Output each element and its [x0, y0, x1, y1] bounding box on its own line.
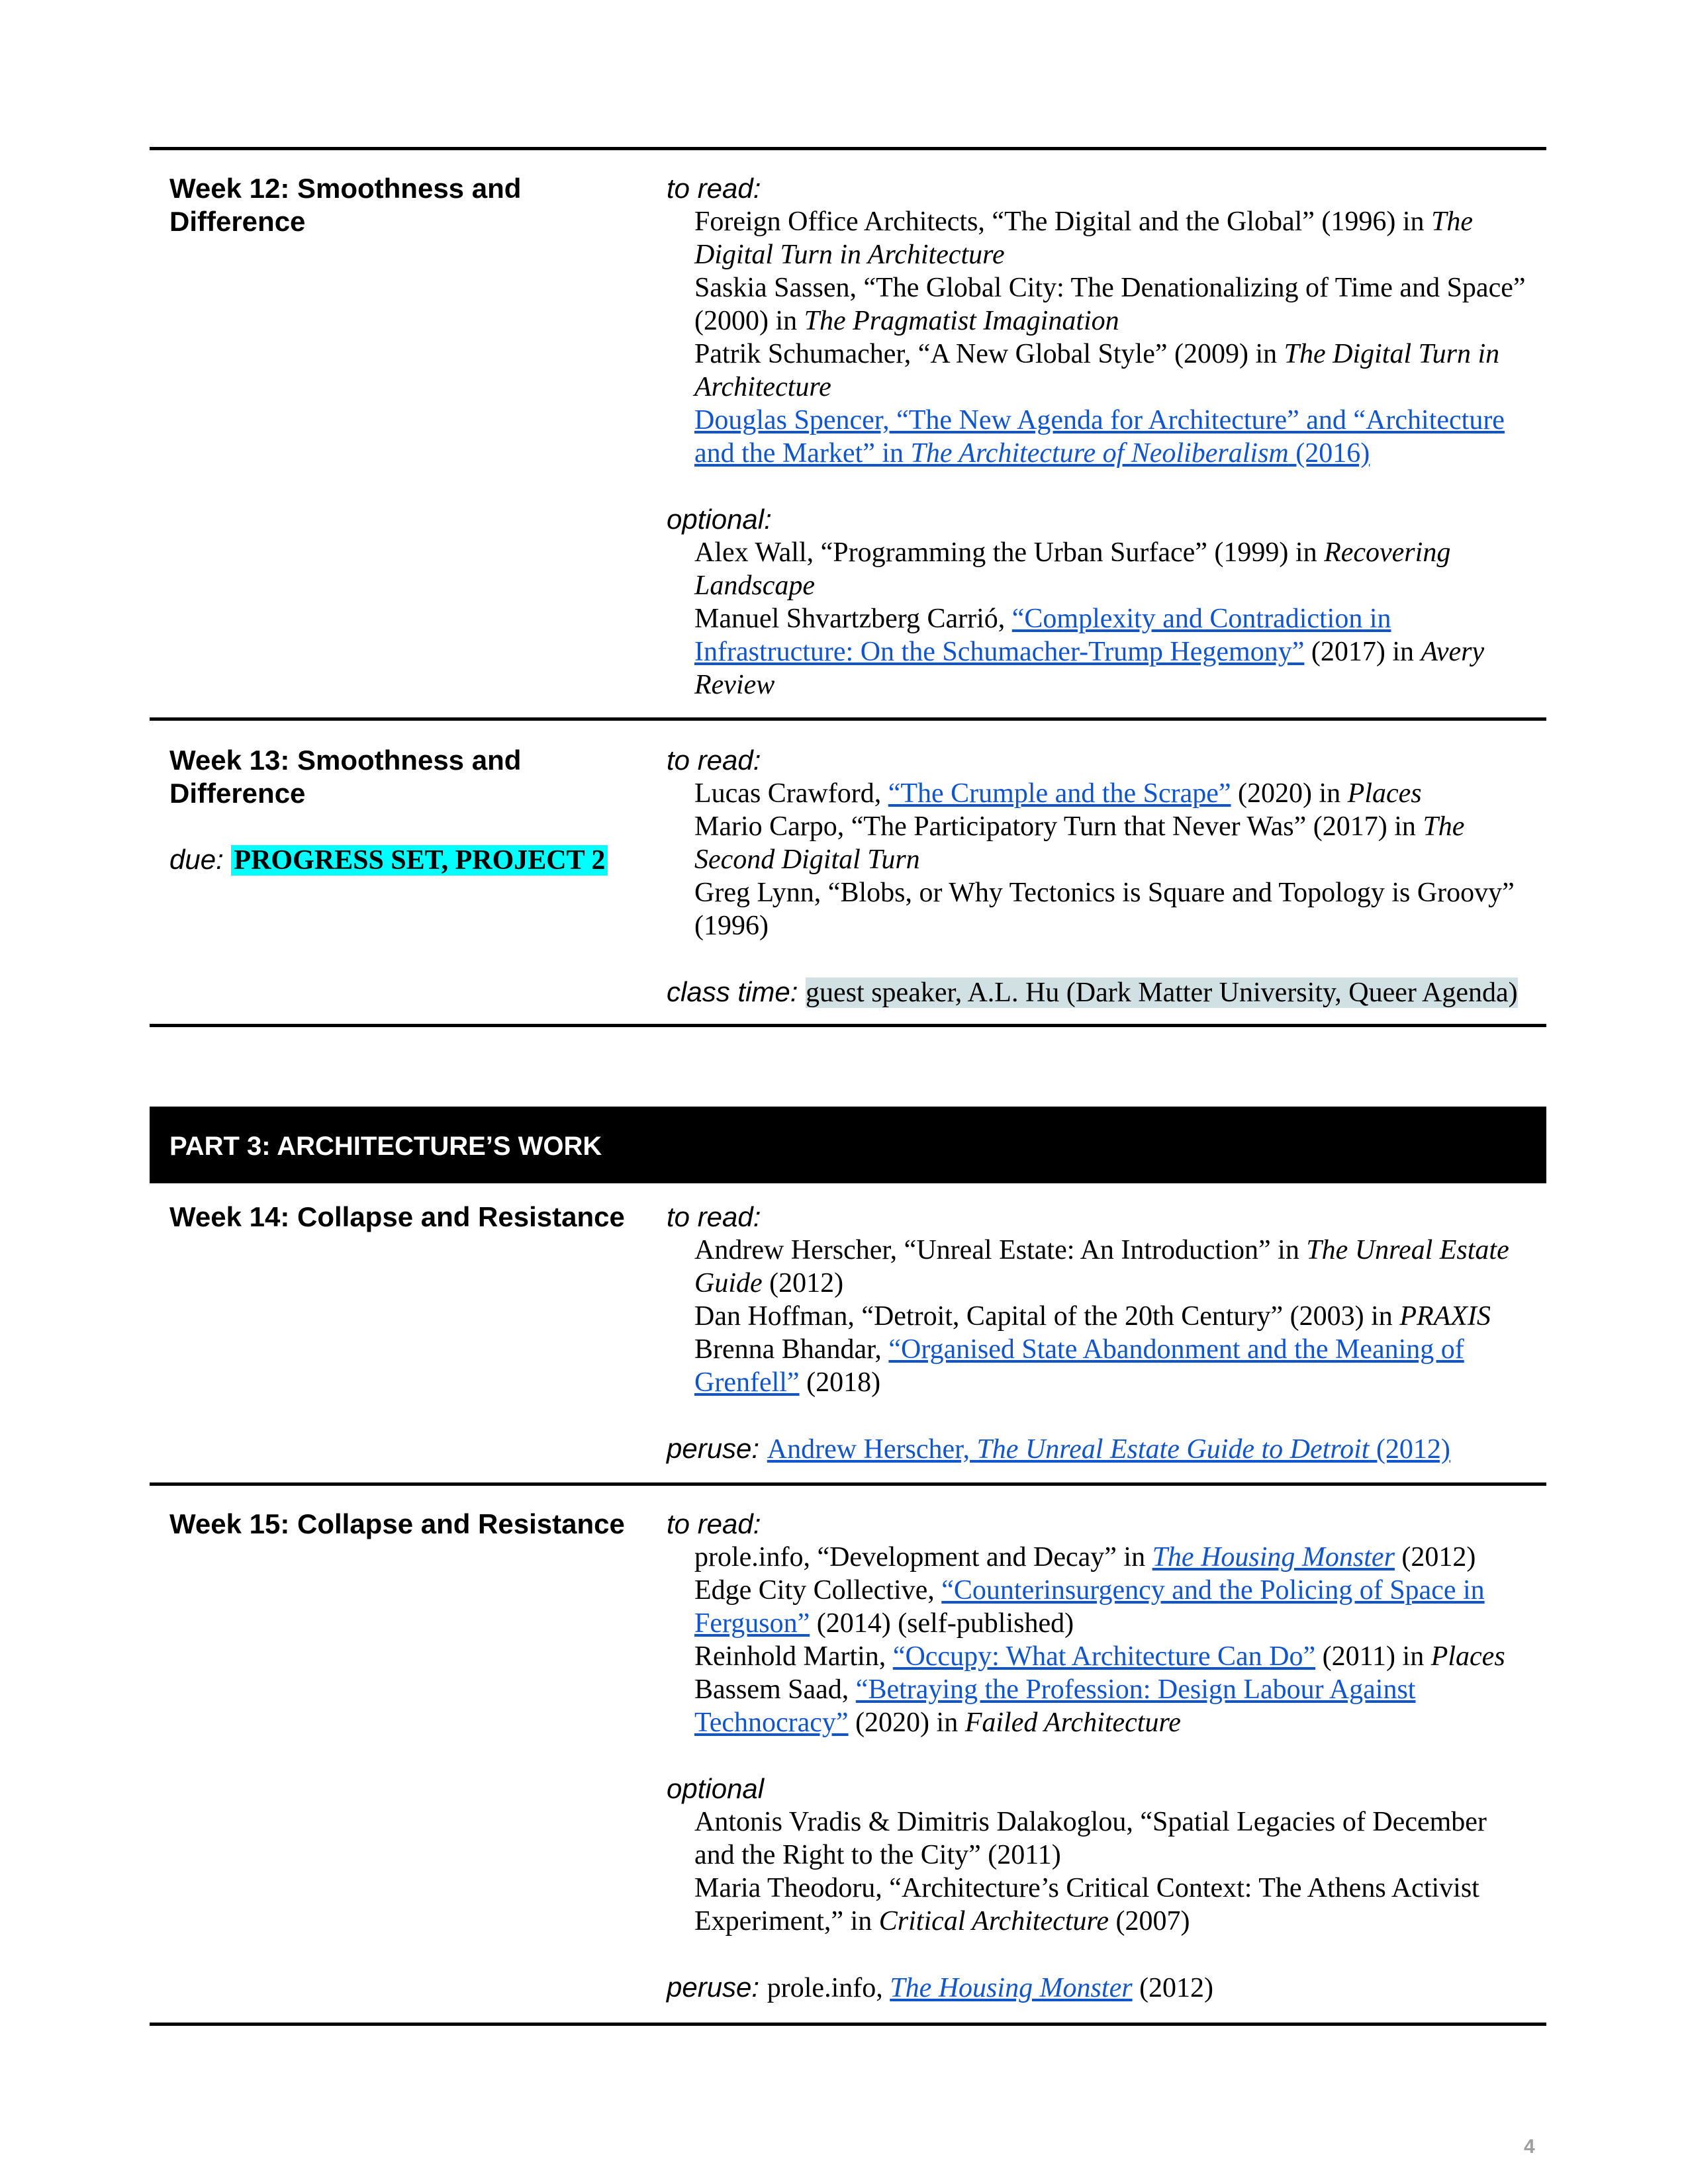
optional-entry: Manuel Shvartzberg Carrió, “Complexity and Contradiction in Infrastructure: On the Schumacher-Trump Hegemony” (2017) in Avery Review	[694, 604, 1485, 700]
due-line: due: PROGRESS SET, PROJECT 2	[169, 843, 608, 877]
week-12-title: Week 12: Smoothness and Difference	[169, 173, 522, 237]
week-15-title: Week 15: Collapse and Resistance	[169, 1508, 625, 1539]
optional-entry: Alex Wall, “Programming the Urban Surface” (1999) in Recovering Landscape	[694, 537, 1451, 601]
reading-entry: Edge City Collective, “Counterinsurgency and the Policing of Space in Ferguson” (2014) (self-published)	[694, 1575, 1485, 1639]
part-3-title: PART 3: ARCHITECTURE’S WORK	[169, 1132, 602, 1161]
peruse-link[interactable]: The Housing Monster	[890, 1973, 1133, 2003]
reading-entry: Foreign Office Architects, “The Digital and the Global” (1996) in The Digital Turn in Architecture	[694, 206, 1474, 270]
section-rule	[150, 2023, 1546, 2026]
section-rule	[150, 1024, 1546, 1027]
reading-link[interactable]: The Housing Monster	[1152, 1542, 1395, 1572]
peruse-line: peruse: prole.info, The Housing Monster (2012)	[667, 1972, 1214, 2003]
reading-link[interactable]: Douglas Spencer, “The New Agenda for Architecture” and “Architecture and the Market” in The Architecture of Neoliberalism (2016)	[694, 405, 1505, 469]
week-14-readings	[667, 1201, 1527, 1466]
week-12-readings	[667, 172, 1527, 702]
reading-entry: Saskia Sassen, “The Global City: The Denationalizing of Time and Space” (2000) in The Pragmatist Imagination	[694, 273, 1526, 336]
optional-entry: Maria Theodoru, “Architecture’s Critical Context: The Athens Activist Experiment,” in Critical Architecture (2007)	[694, 1873, 1479, 1936]
week-13-readings	[667, 744, 1527, 1009]
week-15-readings	[667, 1508, 1527, 2005]
reading-link[interactable]: “Occupy: What Architecture Can Do”	[892, 1641, 1316, 1672]
reading-link[interactable]: “Counterinsurgency and the Policing of Space in Ferguson”	[694, 1575, 1485, 1639]
peruse-link[interactable]: Andrew Herscher, The Unreal Estate Guide to Detroit (2012)	[767, 1434, 1450, 1465]
to-read-label: to read:	[667, 173, 761, 204]
reading-entry: Bassem Saad, “Betraying the Profession: Design Labour Against Technocracy” (2020) in Failed Architecture	[694, 1674, 1416, 1738]
section-rule	[150, 147, 1546, 150]
optional-entry: Antonis Vradis & Dimitris Dalakoglou, “Spatial Legacies of December and the Right to the City” (2011)	[694, 1807, 1487, 1870]
reading-link[interactable]: “The Crumple and the Scrape”	[888, 778, 1231, 809]
reading-entry: Lucas Crawford, “The Crumple and the Scrape” (2020) in Places	[694, 778, 1422, 809]
reading-entry: Mario Carpo, “The Participatory Turn that Never Was” (2017) in The Second Digital Turn	[694, 811, 1465, 875]
peruse-line: peruse: Andrew Herscher, The Unreal Estate Guide to Detroit (2012)	[667, 1433, 1450, 1465]
reading-entry: prole.info, “Development and Decay” in The Housing Monster (2012)	[694, 1542, 1476, 1572]
reading-entry: Greg Lynn, “Blobs, or Why Tectonics is Square and Topology is Groovy” (1996)	[694, 878, 1515, 941]
reading-link[interactable]: “Complexity and Contradiction in Infrastructure: On the Schumacher-Trump Hegemony”	[694, 604, 1391, 667]
class-time-line: class time: guest speaker, A.L. Hu (Dark Matter University, Queer Agenda)	[667, 976, 1518, 1008]
due-highlight: PROGRESS SET, PROJECT 2	[231, 845, 608, 876]
to-read-label: to read:	[667, 1201, 761, 1232]
to-read-label: to read:	[667, 745, 761, 776]
week-13-title: Week 13: Smoothness and Difference	[169, 745, 522, 809]
reading-entry: Dan Hoffman, “Detroit, Capital of the 20th Century” (2003) in PRAXIS	[694, 1301, 1491, 1332]
reading-link[interactable]: “Betraying the Profession: Design Labour Against Technocracy”	[694, 1674, 1416, 1738]
reading-entry: Reinhold Martin, “Occupy: What Architecture Can Do” (2011) in Places	[694, 1641, 1505, 1672]
section-rule	[150, 717, 1546, 721]
part-3-banner	[150, 1107, 1546, 1183]
optional-label: optional:	[667, 504, 772, 535]
class-time-highlight: guest speaker, A.L. Hu (Dark Matter University, Queer Agenda)	[806, 978, 1518, 1008]
section-rule	[150, 1482, 1546, 1486]
week-14-title: Week 14: Collapse and Resistance	[169, 1201, 625, 1232]
to-read-label: to read:	[667, 1508, 761, 1539]
reading-entry: Patrik Schumacher, “A New Global Style” (2009) in The Digital Turn in Architecture	[694, 339, 1500, 402]
page-number: 4	[1524, 2136, 1535, 2158]
optional-label: optional	[667, 1773, 765, 1804]
reading-link[interactable]: “Organised State Abandonment and the Meaning of Grenfell”	[694, 1334, 1464, 1398]
reading-entry: Andrew Herscher, “Unreal Estate: An Introduction” in The Unreal Estate Guide (2012)	[694, 1235, 1509, 1298]
reading-entry: Brenna Bhandar, “Organised State Abandonment and the Meaning of Grenfell” (2018)	[694, 1334, 1464, 1398]
